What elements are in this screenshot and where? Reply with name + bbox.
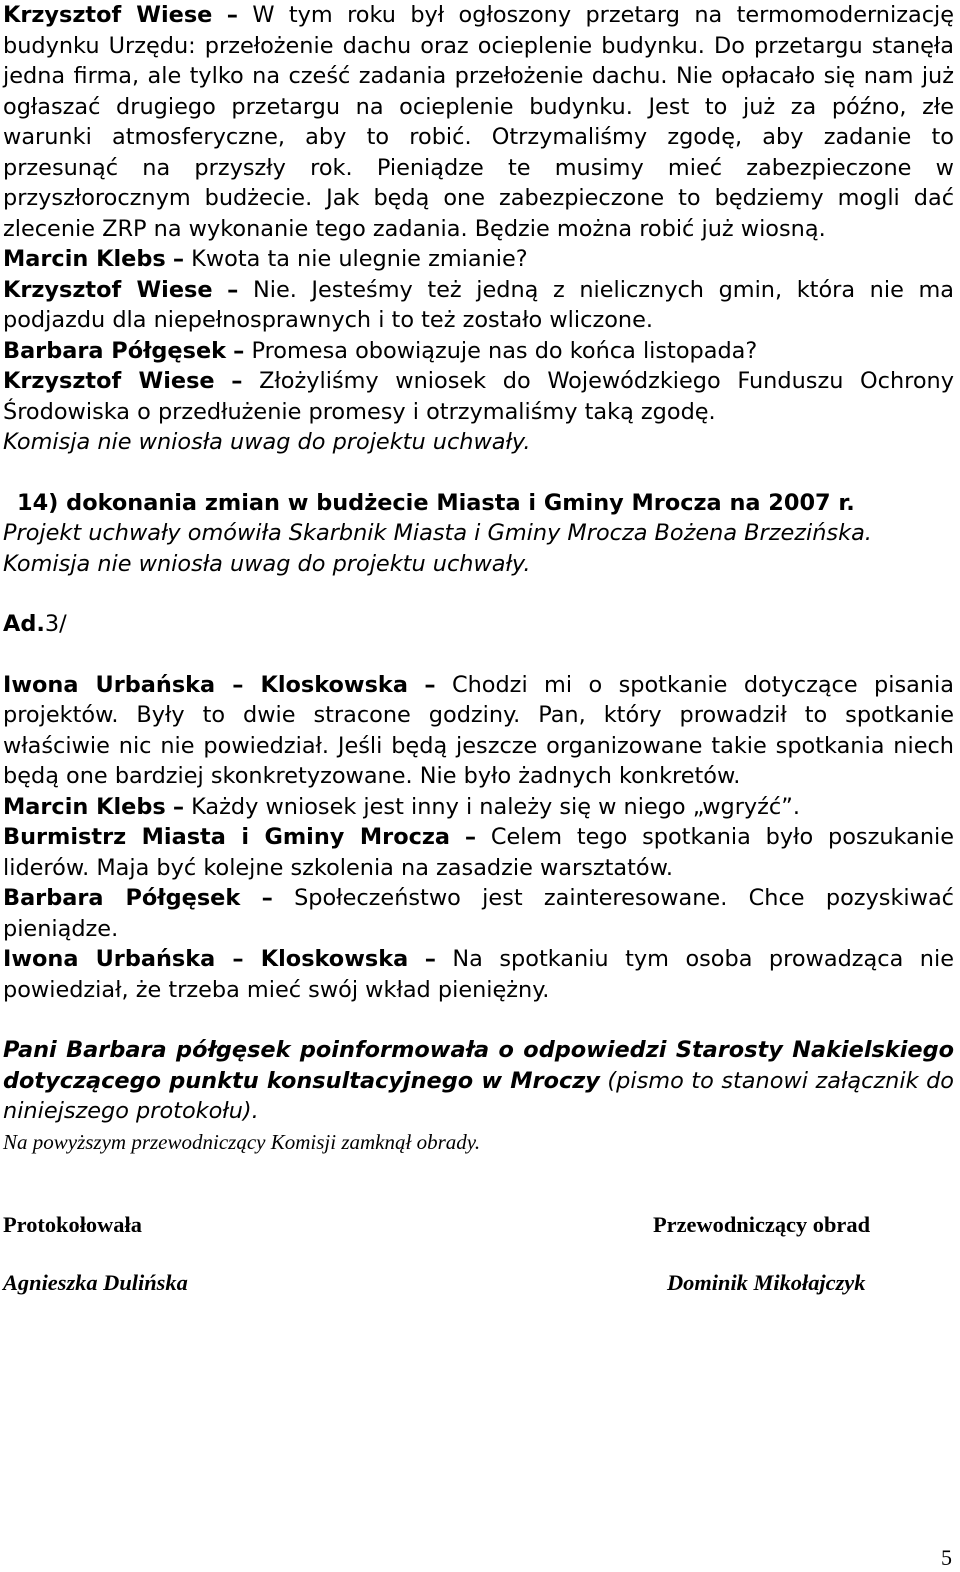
dash: – (231, 368, 243, 394)
speaker-name: Marcin Klebs (3, 246, 166, 272)
paragraph-polgesek-1 (3, 336, 954, 367)
paragraph-polgesek-2 (3, 883, 954, 944)
speaker-name: Krzysztof Wiese (3, 368, 215, 394)
item-14-line-1: Projekt uchwały omówiła Skarbnik Miasta i Gminy Mrocza Bożena Brzezińska. (3, 520, 872, 546)
paragraph-klebs-1 (3, 244, 954, 275)
right-signature-name: Dominik Mikołajczyk (667, 1270, 866, 1295)
document-page (3, 0, 954, 1157)
left-signature-name: Agnieszka Dulińska (3, 1270, 188, 1295)
dash: – (424, 671, 436, 698)
speaker-name: Krzysztof Wiese (3, 2, 213, 28)
dash: – (172, 793, 185, 820)
paragraph-wiese-1 (3, 0, 954, 244)
dash: – (464, 824, 477, 850)
dash: – (172, 246, 185, 272)
speech-text: Każdy wniosek jest inny i należy się w niego „wgryźć”. (184, 793, 800, 820)
paragraph-burmistrz (3, 822, 954, 883)
speaker-name: Iwona Urbańska – Kloskowska (3, 671, 408, 698)
speech-text: W tym roku był ogłoszony przetarg na termomodernizację budynku Urzędu: przełożenie dachu oraz ocieplenie budynku. Do przetargu stanęła jedna firma, ale tylko na cześć zadania przełożenie dachu. Nie opłacało się nam już ogłaszać drugiego przetargu na ocieplenie budynku. Jest to już za późno, złe warunki atmosferyczne, aby to robić. Otrzymaliśmy zgodę, aby zadanie to przesunąć na przyszły rok. Pieniądze te musimy mieć zabezpieczone w przyszłorocznym budżecie. Jak będą one zabezpieczone to będziemy mogli dać zlecenie ZRP na wykonanie tego zadania. Będzie można robić już wiosną. (3, 2, 954, 242)
commission-note: Komisja nie wniosła uwag do projektu uchwały. (3, 429, 531, 455)
speaker-name: Krzysztof Wiese (3, 276, 213, 303)
speaker-name: Marcin Klebs (3, 793, 166, 820)
speech-text: Złożyliśmy wniosek do Wojewódzkiego Funduszu Ochrony Środowiska o przedłużenie promesy i otrzymaliśmy taką zgodę. (3, 368, 955, 425)
speaker-name: Barbara Półgęsek (3, 337, 227, 364)
paragraph-urbanska-1 (3, 670, 954, 792)
speech-text: Chodzi mi o spotkanie dotyczące pisania projektów. Były to dwie stracone godziny. Pan, który prowadził to spotkanie właściwie nic nie powiedział. Jeśli będą jeszcze organizowane takie spotkania niech będą one bardziej skonkretyzowane. Nie było żadnych konkretów. (3, 671, 955, 789)
speaker-name: Burmistrz Miasta i Gminy Mrocza (3, 824, 450, 850)
speech-text: Społeczeństwo jest zainteresowane. Chce pozyskiwać pieniądze. (3, 885, 954, 942)
dash: – (233, 337, 245, 364)
agenda-item-14-heading: 14) dokonania zmian w budżecie Miasta i Gminy Mrocza na 2007 r. (17, 489, 855, 516)
speaker-name: Barbara Półgęsek (3, 885, 241, 911)
right-signature-role: Przewodniczący obrad (653, 1212, 871, 1237)
closing-paragraph (3, 1035, 954, 1127)
paragraph-klebs-2 (3, 792, 954, 823)
ad3-label: Ad.3/ (3, 611, 67, 637)
speaker-name: Iwona Urbańska – Kloskowska (3, 946, 409, 972)
closing-italic: (pismo to stanowi załącznik do niniejszego protokołu). (3, 1067, 954, 1124)
speech-text: Celem tego spotkania było poszukanie liderów. Maja być kolejne szkolenia na zasadzie warsztatów. (3, 824, 955, 881)
speech-text: Nie. Jesteśmy też jedną z nielicznych gmin, która nie ma podjazdu dla niepełnosprawnych i to też zostało wliczone. (3, 276, 955, 333)
dash: – (227, 276, 239, 303)
paragraph-wiese-3 (3, 366, 954, 427)
left-signature-role: Protokołowała (3, 1212, 142, 1237)
page-number: 5 (941, 1545, 952, 1570)
closing-serif-line: Na powyższym przewodniczący Komisji zamknął obrady. (3, 1129, 481, 1154)
item-14-line-2: Komisja nie wniosła uwag do projektu uchwały. (3, 550, 531, 577)
paragraph-wiese-2 (3, 275, 954, 336)
speech-text: Na spotkaniu tym osoba prowadząca nie powiedział, że trzeba mieć swój wkład pieniężny. (3, 946, 954, 1003)
dash: – (226, 2, 238, 28)
speech-text: Kwota ta nie ulegnie zmianie? (184, 246, 528, 272)
speech-text: Promesa obowiązuje nas do końca listopada? (244, 337, 758, 364)
closing-bold-italic: Pani Barbara półgęsek poinformowała o odpowiedzi Starosty Nakielskiego dotyczącego punktu konsultacyjnego w Mroczy (3, 1037, 954, 1094)
dash: – (424, 946, 436, 972)
dash: – (261, 885, 273, 911)
paragraph-urbanska-2 (3, 944, 954, 1005)
